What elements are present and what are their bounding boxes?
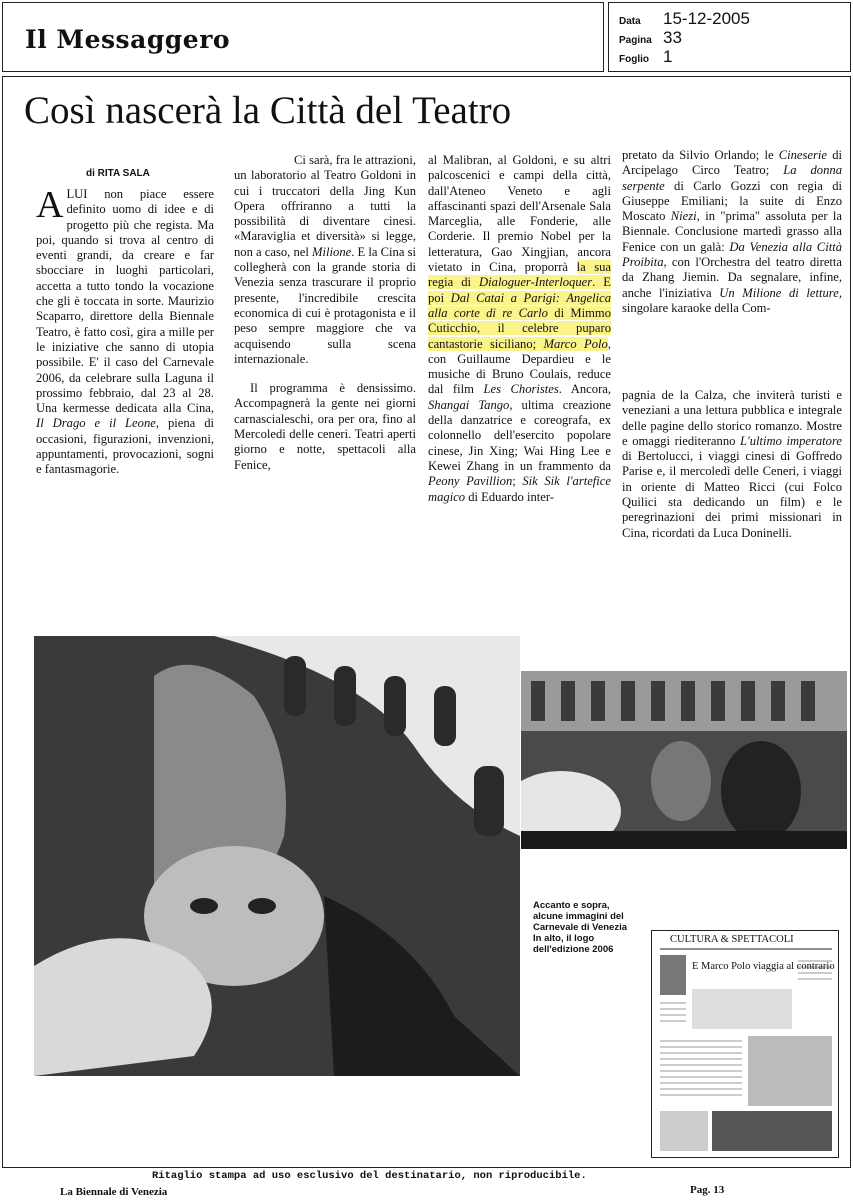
clipping-meta-box [608, 2, 851, 72]
meta-page: Pagina 33 [619, 28, 682, 47]
column-3: al Malibran, al Goldoni, e su altri palcoscenici e campi della città, dall'Ateneo Veneto e agli affascinanti spazi dell'Arsenale Sala Marceglia, alle Fonderie, alle Corderie. Il premio Nobel per la letteratura, Gao Xingjian, ancora vietato in Cina, proporrà la sua regia di Dialoguer-Interloquer. E poi Dal Catai a Parigi: Angelica alla corte di re Carlo di Mimmo Cuticchio, il celebre puparo cantastorie siciliano; Marco Polo, con Guillaume Depardieu e le musiche di Bruno Coulais, reduce dal film Les Choristes. Ancora, Shangai Tango, ultima creazione della danzatrice e coreografa, ex colonnello dell'esercito popolare cinese, Jin Xing; Wai Hing Lee e Kewei Zhang in un frammento da Peony Pavillion; Sik Sik l'artefice magico di Eduardo inter- [428, 153, 612, 504]
column-4-continued: pagnia de la Calza, che inviterà turisti e veneziani a una lettura pubblica e integrale delle pagine dello storico romanzo. Mostre e omaggi riediteranno L'ultimo imperatore di Bertolucci, i viaggi cinesi di Goffredo Parise e, il mercoledì delle Ceneri, i viaggi in oriente di Matteo Ricci (cui Folco Quilici sta dedicando un film) e le peregrinazioni dei primi missionari in Cina, ricordati da Luca Doninelli. [622, 388, 842, 540]
carnival-mask-photo [34, 636, 520, 1076]
photo-caption: Accanto e sopra, alcune immagini del Carnevale di Venezia In alto, il logo dell'edizione 2006 [533, 900, 627, 955]
thumbnail-section-title: CULTURA & SPETTACOLI [670, 934, 794, 945]
source-label: La Biennale di Venezia [60, 1186, 168, 1198]
byline: di RITA SALA [86, 168, 150, 179]
column-4: pretato da Silvio Orlando; le Cineserie di Arcipelago Circo Teatro; La donna serpente di Carlo Gozzi con regia di Giuseppe Emiliani; la suite di Enzo Moscato Niezi, in "prima" assoluta per la Biennale. Conclusione martedì grasso alla Fenice con un galà: Da Venezia alla Città Proibita, con l'Orchestra del teatro diretta da Zhang Jiemin. Da segnalare, infine, anche l'iniziativa Un Milione di letture, singolare karaoke della Com- [622, 148, 842, 315]
article-headline: Così nascerà la Città del Teatro [24, 89, 512, 132]
page-number: Pag. 13 [690, 1184, 725, 1196]
column-2: Ci sarà, fra le attrazioni, un laboratorio al Teatro Goldoni in cui i truccatori della Jing Kun Opera offriranno a tutti la possibilità di diventare cinesi. «Maraviglia et diversità» si legge, non a caso, nel Milione. E la Cina si collegherà con la grande storia di Venezia senza trascurare il proprio presente, l'incredibile crescita economica di cui è protagonista e il peso sempre maggiore che va acquisendo sulla scena internazionale. Il programma è densissimo. Accompagnerà la gente nei giorni carnascialeschi, ora per ora, fino al Mercoledì delle ceneri. Teatri aperti giorno e notte, spettacoli alla Fenice, [234, 153, 416, 472]
column-1: ALUI non piace essere definito uomo di idee e di progetto più che regista. Ma poi, quando si trova al centro di eventi grandi, da creare e far sbocciare in luoghi particolari, accetta a tutto tondo la vocazione che gli è toccata in sorte. Maurizio Scaparro, direttore della Biennale Teatro, è fatto così, gira a mille per le iniziative che sanno di utopia possibile. E' il caso del Carnevale 2006, da celebrare sulla Laguna il prossimo febbraio, dal 23 al 28. Una kermesse dedicata alla Cina, Il Drago e il Leone, piena di occasioni, figurazioni, invenzioni, appuntamenti, provocazioni, sogni e fantasmagorie. [36, 184, 215, 477]
masthead-box [2, 2, 604, 72]
newspaper-page-thumbnail [651, 930, 839, 1158]
carnival-mask-image [34, 636, 520, 1076]
meta-sheet: Foglio 1 [619, 47, 673, 66]
drop-cap: A [36, 184, 64, 226]
thumbnail-headline: E Marco Polo viaggia al contrario [692, 961, 835, 972]
carnival-crowd-photo [521, 671, 847, 849]
highlighted-text: la sua regia di Dialoguer-Interloquer. E poi Dal Catai a Parigi: Angelica alla corte di re Carlo di Mimmo Cuticchio, il celebre puparo cantastorie siciliano; Marco Polo [428, 260, 612, 351]
clipping-notice: Ritaglio stampa ad uso esclusivo del destinatario, non riproducibile. [152, 1170, 587, 1182]
crowd-image [521, 671, 847, 849]
newspaper-logo: Il Messaggero [25, 25, 231, 54]
meta-date: Data 15-12-2005 [619, 9, 750, 28]
